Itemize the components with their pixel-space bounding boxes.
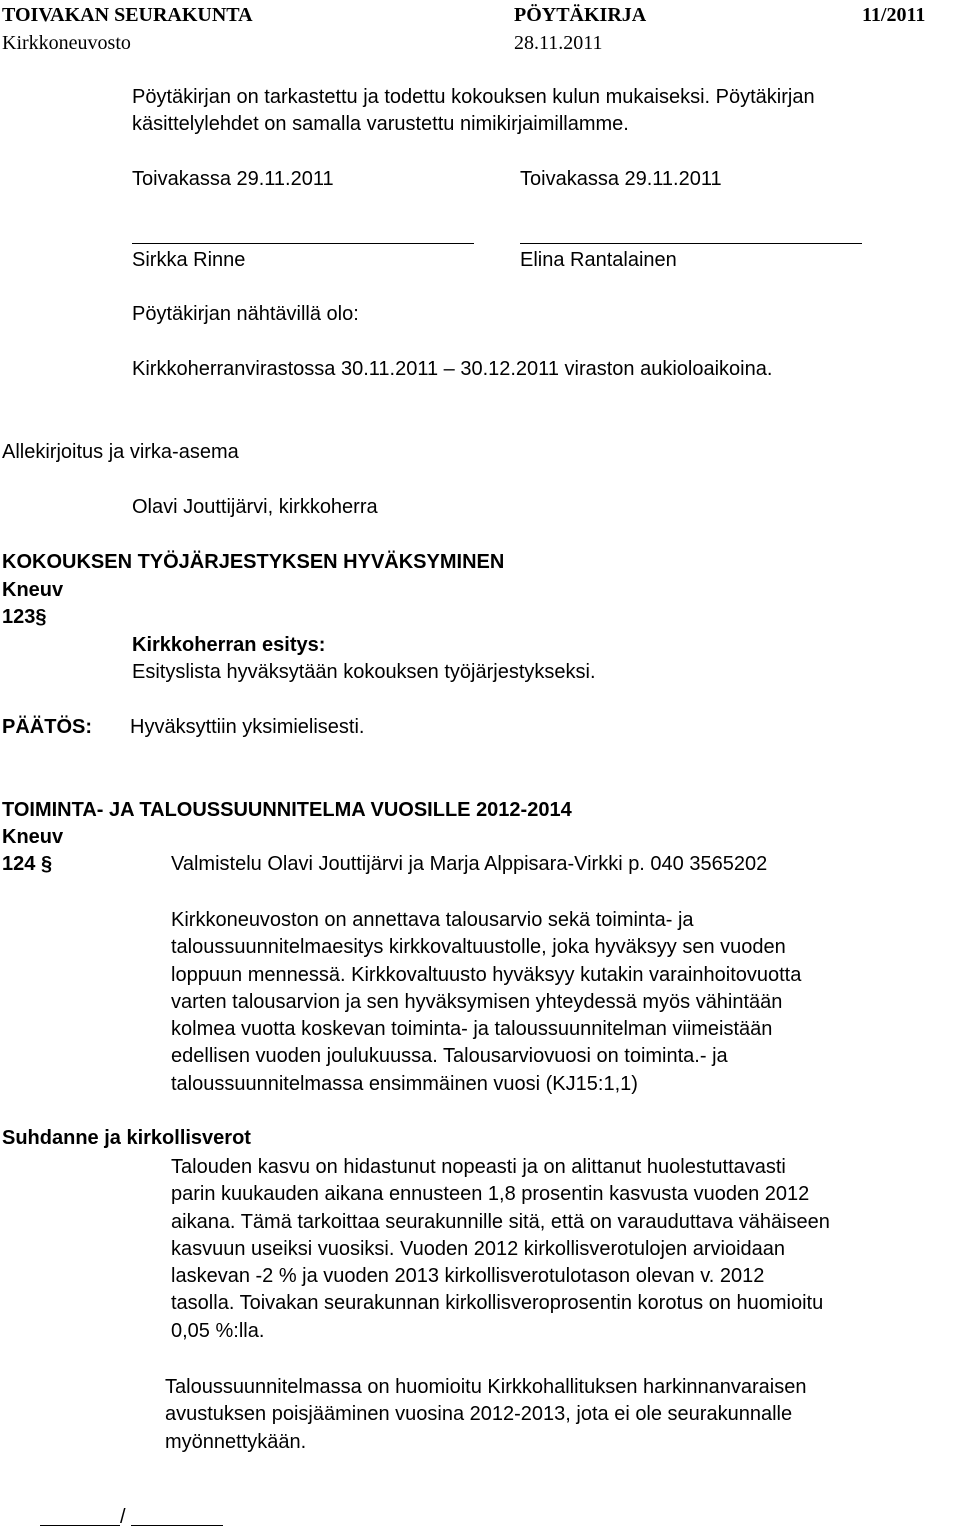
paragraph-line: taloussuunnitelmassa ensimmäinen vuosi (KJ15:1,1) (171, 1072, 638, 1095)
header-doc-number: 11/2011 (862, 4, 926, 26)
verification-text (132, 84, 815, 139)
item-124-intro (171, 907, 801, 1098)
verification-line: Pöytäkirjan on tarkastettu ja todettu kokouksen kulun mukaiseksi. Pöytäkirjan (132, 86, 815, 108)
display-text: Kirkkoherranvirastossa 30.11.2011 – 30.12.2011 viraston aukioloaikoina. (132, 358, 773, 380)
paragraph-line: parin kuukauden aikana ennusteen 1,8 prosentin kasvusta vuoden 2012 (171, 1183, 810, 1206)
paragraph-line: Taloussuunnitelmassa on huomioitu Kirkkohallituksen harkinnanvaraisen (165, 1376, 807, 1398)
paragraph-line: laskevan -2 % ja vuoden 2013 kirkollisverotulotason olevan v. 2012 (171, 1265, 765, 1288)
header-date: 28.11.2011 (514, 32, 603, 54)
paragraph-line: loppuun mennessä. Kirkkovaltuusto hyväksyy kutakin varainhoitovuotta (171, 963, 802, 986)
paragraph-line: taloussuunnitelmaesitys kirkkovaltuustolle, joka hyväksyy sen vuoden (171, 936, 786, 959)
signature-label: Allekirjoitus ja virka-asema (2, 441, 239, 463)
item-123-title: KOKOUKSEN TYÖJÄRJESTYKSEN HYVÄKSYMINEN (2, 551, 505, 573)
section-sign-icon: § (40, 853, 53, 875)
paragraph-line: avustuksen poisjääminen vuosina 2012-2013, jota ei ole seurakunnalle (165, 1403, 793, 1426)
paragraph-line: 0,05 %:lla. (171, 1319, 265, 1342)
paragraph-line: myönnettykään. (165, 1430, 307, 1453)
paragraph-line: Kirkkoneuvoston on annettava talousarvio sekä toiminta- ja (171, 909, 694, 931)
verification-line: käsittelylehdet on samalla varustettu nimikirjaimillamme. (132, 113, 629, 136)
signer-left: Sirkka Rinne (132, 249, 246, 271)
signature-line-left (132, 243, 474, 244)
item-123-body: Kneuv (2, 579, 64, 601)
paragraph-line: aikana. Tämä tarkoittaa seurakunnille sitä, että on varauduttava vähäiseen (171, 1210, 830, 1233)
paragraph-line: kolmea vuotta koskevan toiminta- ja taloussuunnitelman viimeistään (171, 1018, 773, 1041)
item-124-grant (165, 1374, 806, 1456)
item-123-number: 123§ (2, 606, 47, 628)
place-date-right: Toivakassa 29.11.2011 (520, 168, 722, 190)
item-124-economy (171, 1154, 830, 1345)
paragraph-line: kasvuun useiksi vuosiksi. Vuoden 2012 kirkollisverotulojen arvioidaan (171, 1237, 786, 1260)
item-123-decision-text: Hyväksyttiin yksimielisesti. (130, 716, 365, 738)
item-123-decision-label: PÄÄTÖS: (2, 716, 92, 738)
header-org: TOIVAKAN SEURAKUNTA (2, 4, 253, 26)
header-body: Kirkkoneuvosto (2, 32, 131, 54)
paragraph-line: Talouden kasvu on hidastunut nopeasti ja on alittanut huolestuttavasti (171, 1156, 786, 1178)
initials-line-left (40, 1525, 120, 1526)
subheading: Suhdanne ja kirkollisverot (2, 1127, 251, 1149)
item-124-body: Kneuv (2, 826, 64, 848)
paragraph-line: edellisen vuoden joulukuussa. Talousarviovuosi on toiminta.- ja (171, 1045, 728, 1068)
header-doc-type: PÖYTÄKIRJA (514, 4, 647, 26)
item-124-title: TOIMINTA- JA TALOUSSUUNNITELMA VUOSILLE 2012-2014 (2, 799, 572, 821)
item-123-proposal-label: Kirkkoherran esitys: (132, 634, 326, 656)
paragraph-line: tasolla. Toivakan seurakunnan kirkollisveroprosentin korotus on huomioitu (171, 1292, 824, 1315)
place-date-left: Toivakassa 29.11.2011 (132, 168, 334, 190)
paragraph-line: varten talousarvion ja sen hyväksymisen yhteydessä myös vähintään (171, 990, 783, 1013)
signature-line-right (520, 243, 862, 244)
item-124-preparer: Valmistelu Olavi Jouttijärvi ja Marja Alppisara-Virkki p. 040 3565202 (171, 853, 768, 875)
item-124-number: 124 § (2, 853, 53, 875)
initials-line-right (131, 1525, 223, 1526)
signer-right: Elina Rantalainen (520, 249, 677, 271)
signature-name: Olavi Jouttijärvi, kirkkoherra (132, 496, 378, 518)
section-sign-icon: § (35, 606, 47, 628)
initials-separator: / (120, 1506, 126, 1528)
display-label: Pöytäkirjan nähtävillä olo: (132, 303, 359, 325)
item-123-proposal-text: Esityslista hyväksytään kokouksen työjärjestykseksi. (132, 661, 596, 683)
